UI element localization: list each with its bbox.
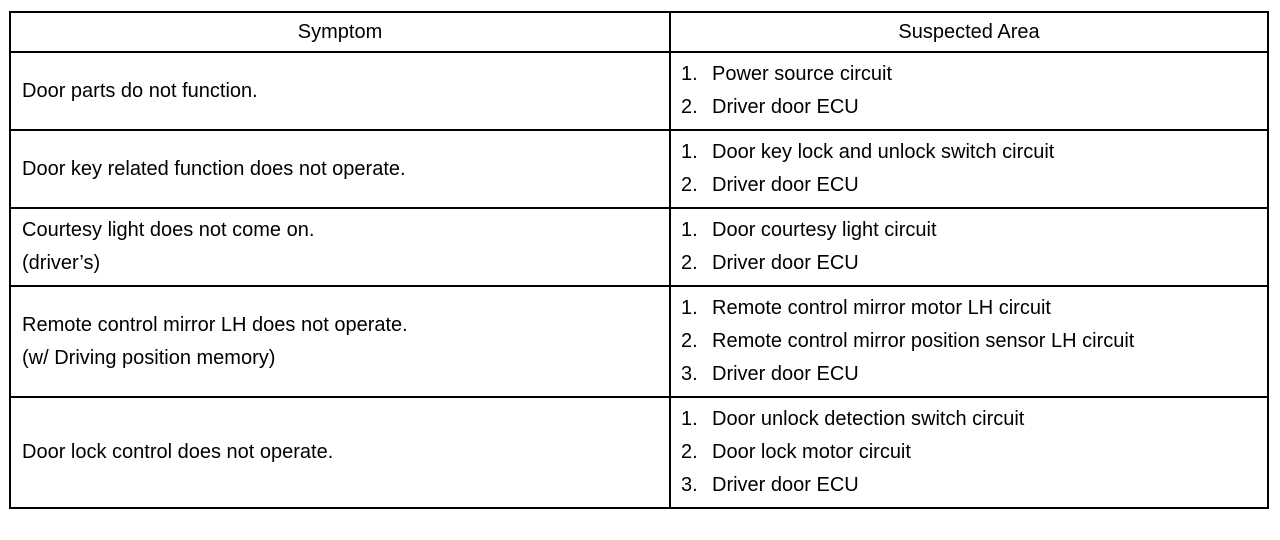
symptom-text: (driver’s) [22,252,101,274]
suspected-area-text: Driver door ECU [712,474,859,496]
suspected-area-text: Remote control mirror position sensor LH circuit [712,330,1135,352]
suspected-area-item [681,403,1257,436]
symptom-cell [10,130,670,208]
symptom-text: (w/ Driving position memory) [22,346,276,369]
suspected-area-item [681,247,1257,280]
suspected-area-text: Door key lock and unlock switch circuit [712,141,1055,163]
suspected-area-list [681,214,1257,280]
suspected-area-cell [670,397,1268,508]
symptom-text: Door key related function does not operate. [22,157,406,180]
suspected-area-text: Door courtesy light circuit [712,219,937,241]
symptom-text: Door lock control does not operate. [22,441,334,463]
suspected-area-list [681,58,1257,124]
suspected-area-text: Power source circuit [712,63,893,85]
suspected-area-item [681,436,1257,469]
item-number: 1. [681,63,698,85]
symptom-text: Door parts do not function. [22,79,258,102]
symptom-cell [10,286,670,397]
symptom-table [9,11,1269,509]
suspected-area-text: Door lock motor circuit [712,441,911,463]
table-header-row [10,12,1268,52]
suspected-area-text: Driver door ECU [712,252,859,274]
symptom-text: Courtesy light does not come on. [22,219,315,241]
item-number: 2. [681,174,698,196]
suspected-area-text: Door unlock detection switch circuit [712,408,1025,430]
suspected-area-item [681,214,1257,247]
suspected-area-cell [670,130,1268,208]
suspected-area-item [681,169,1257,202]
item-number: 2. [681,96,698,118]
suspected-area-cell [670,286,1268,397]
suspected-area-cell [670,208,1268,286]
suspected-area-item [681,136,1257,169]
item-number: 1. [681,141,698,163]
suspected-area-item [681,358,1257,391]
suspected-area-text: Driver door ECU [712,363,859,385]
suspected-area-text: Remote control mirror motor LH circuit [712,297,1051,319]
item-number: 1. [681,219,698,241]
item-number: 1. [681,408,698,430]
item-number: 2. [681,252,698,274]
symptom-cell [10,397,670,508]
suspected-area-item [681,292,1257,325]
table-row [10,286,1268,397]
suspected-area-list [681,403,1257,502]
suspected-area-item [681,325,1257,358]
symptom-cell [10,208,670,286]
table-body [10,52,1268,508]
symptom-cell [10,52,670,130]
item-number: 3. [681,363,698,385]
table-row [10,208,1268,286]
symptom-column-header: Symptom [10,12,670,52]
symptom-text: Remote control mirror LH does not operate. [22,313,408,336]
suspected-area-item [681,58,1257,91]
suspected-area-column-header: Suspected Area [670,12,1268,52]
suspected-area-text: Driver door ECU [712,174,859,196]
suspected-area-item [681,469,1257,502]
item-number: 2. [681,330,698,352]
table-row [10,52,1268,130]
item-number: 2. [681,441,698,463]
suspected-area-text: Driver door ECU [712,96,859,118]
table-row [10,397,1268,508]
item-number: 1. [681,297,698,319]
suspected-area-cell [670,52,1268,130]
suspected-area-item [681,91,1257,124]
suspected-area-list [681,292,1257,391]
suspected-area-list [681,136,1257,202]
table-row [10,130,1268,208]
item-number: 3. [681,474,698,496]
